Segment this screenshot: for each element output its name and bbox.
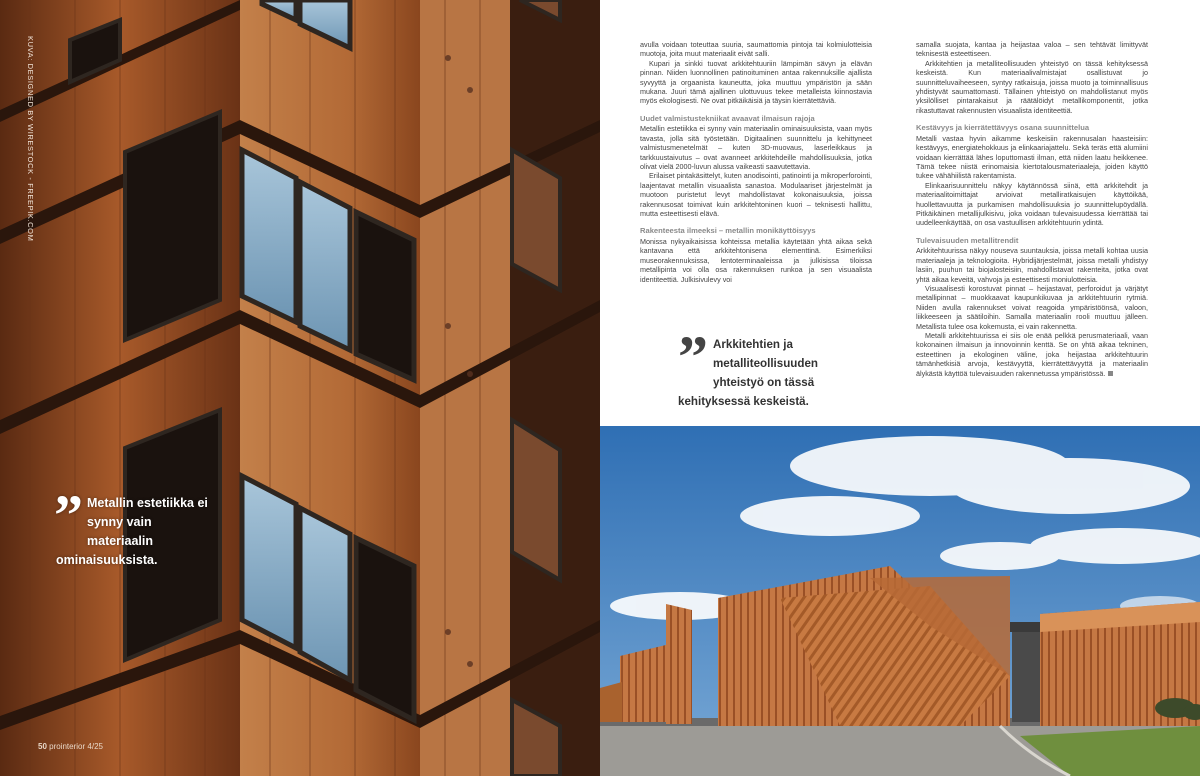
paragraph: Arkkitehtuurissa näkyy nouseva suuntauksia, joissa metalli kohtaa uusia materiaaleja ja teknologioita. Hybridijärjestelmät, joissa metalli yhdistyy lasiin, puuhun tai biojalosteisiin, mahdollistavat rakenteita, jotka ovat yhtä aikaa keveitä, vahvoja ja esteettisesti moniulotteisia. xyxy=(916,246,1148,284)
paragraph-final xyxy=(916,331,1148,378)
issue-number: 4/25 xyxy=(87,742,103,751)
page-number: 50 xyxy=(38,742,47,751)
paragraph: Visuaalisesti korostuvat pinnat – heijastavat, perforoidut ja värjätyt metallipinnat – muokkaavat kaupunkikuvaa ja arkkitehtuurin rytmiä. Niiden avulla rakennukset voivat reagoida ympäristöönsä, valoon, liikkeeseen ja säätiloihin. Samalla materiaalin rooli muuttuu jälleen. Metallista tulee osa kokemusta, ei vain rakennetta. xyxy=(916,283,1148,331)
paragraph: Metalli vastaa hyvin aikamme keskeisiin rakennusalan haasteisiin: kestävyys, energiatehokkuus ja elinkaariajattelu. Sekä teräs että alumiini voidaan kierrättää lähes loputtomasti ilman, että niiden laatu heikkenee. Tämä tekee niistä erinomaisia kiertotalousmateriaaleja, joiden käyttö tukee vähähiilistä rakentamista. xyxy=(916,133,1148,181)
pull-quote-right xyxy=(678,324,868,411)
copper-building-photo xyxy=(600,426,1200,776)
end-mark-icon xyxy=(1108,371,1113,376)
pull-quote-left-text: Metallin estetiikka ei synny vain materiaalin ominaisuuksista. xyxy=(56,496,208,567)
photo-credit: KUVA: DESIGNED BY WIRESTOCK - FREEPIK.COM xyxy=(26,36,35,242)
paragraph: Kupari ja sinkki tuovat arkkitehtuuriin lämpimän sävyn ja elävän pinnan. Niiden luonnollinen patinoituminen antaa rakennuksille ajallista syvyyttä ja orgaanista kauneutta, joka muuttuu ympäristön ja sään mukana. Juuri tämä ajallinen ulottuvuus tekee metalleista kiinnostavia myös ekologisesti. Ne ovat pitkäikäisiä ja täysin kierrätettäviä. xyxy=(640,58,872,106)
paragraph: Erilaiset pintakäsittelyt, kuten anodisointi, patinointi ja mikroperforointi, laajentavat metallin visuaalista sanastoa. Modulaariset järjestelmät ja muotoon puristetut levyt mahdollistavat kokonaisuuksia, joissa rakennusosat toimivat kuin arkkitehtoninen kuori – teknisesti hallittu, mutta esteettisesti elävä. xyxy=(640,171,872,218)
subheading: Kestävyys ja kierrätettävyys osana suunnittelua xyxy=(916,123,1090,133)
subheading: Rakenteesta ilmeeksi – metallin monikäyttöisyys xyxy=(640,226,816,236)
pull-quote-right-text: Arkkitehtien ja metalliteollisuuden yhteistyö on tässä kehityksessä keskeistä. xyxy=(678,338,819,408)
quote-mark-icon: ” xyxy=(54,483,83,548)
paragraph: samalla suojata, kantaa ja heijastaa valoa – sen tehtävät limittyvät teknisestä esteettiseen. xyxy=(916,40,1148,59)
final-paragraph-text: Metalli arkkitehtuurissa ei siis ole enää pelkkä perusmateriaali, vaan kokonainen ilmaisun ja innovoinnin kenttä. Se on yhtä aikaa tekninen, esteettinen ja ekologinen väline, joka heijastaa arkkitehtuurin tämänhetkisiä arvoja, kestävyyttä, kierrätettävyyttä ja materiaalin älykästä käyttöä tulevaisuuden rakennetussa ympäristössä. xyxy=(916,330,1148,378)
copper-building-illustration xyxy=(600,426,1200,776)
subheading: Tulevaisuuden metallitrendit xyxy=(916,235,1019,245)
folio xyxy=(38,742,103,751)
magazine-name: prointerior xyxy=(49,742,86,751)
paragraph: Elinkaarisuunnittelu näkyy käytännössä siinä, että arkkitehdit ja materiaalitoimittajat arvioivat metalliratkaisujen käyttöikää, huollettavuutta ja purkamisen mahdollisuuksia jo suunnittelupöydällä. Pitkäikäinen metallijulkisivu, joka voidaan tulevaisuudessa kierrättää tai uudelleenkäyttää, on osa vastuullisen arkkitehtuurin ydintä. xyxy=(916,180,1148,228)
text-column-1 xyxy=(640,40,872,284)
paragraph: Metallin estetiikka ei synny vain materiaalin ominaisuuksista, vaan myös tavasta, jolla sitä työstetään. Digitaalinen suunnittelu ja kehittyneet valmistusmenetelmät – kuten 3D-muovaus, laserleikkaus ja tarkkuustaivutus – ovat avanneet arkkitehdeille mahdollisuuksia, jotka olivat vielä 2000-luvun alussa vaikeasti saavutettavia. xyxy=(640,124,872,171)
quote-mark-icon: ” xyxy=(678,324,708,390)
paragraph: avulla voidaan toteuttaa suuria, saumattomia pintoja tai kolmiulotteisia muotoja, joita muut materiaalit eivät salli. xyxy=(640,40,872,59)
text-column-2 xyxy=(916,40,1148,378)
paragraph: Arkkitehtien ja metalliteollisuuden yhteistyö on tässä kehityksessä keskeistä. Kun materiaalivalmistajat osallistuvat jo suunnitteluvaiheeseen, syntyy ratkaisuja, joissa muoto ja toiminnallisuus yhdistyvät saumattomasti. Tällainen yhteistyö on mahdollistanut myös yksilölliset pintarakaisut ja räätälöidyt metallikomponentit, jotka rikastuttavat rakennusten visuaalista identiteettiä. xyxy=(916,58,1148,115)
paragraph: Monissa nykyaikaisissa kohteissa metallia käytetään yhtä aikaa sekä kantavana että arkkitehtonisena elementtinä. Esimerkiksi museorakennuksissa, lentoterminaaleissa ja julkisissa tiloissa metallipinta voi olla osa rakennuksen runkoa ja sen visuaalista identiteettiä. Julkisivulevy voi xyxy=(640,236,872,284)
pull-quote-left xyxy=(54,483,216,570)
subheading: Uudet valmistustekniikat avaavat ilmaisun rajoja xyxy=(640,113,815,123)
